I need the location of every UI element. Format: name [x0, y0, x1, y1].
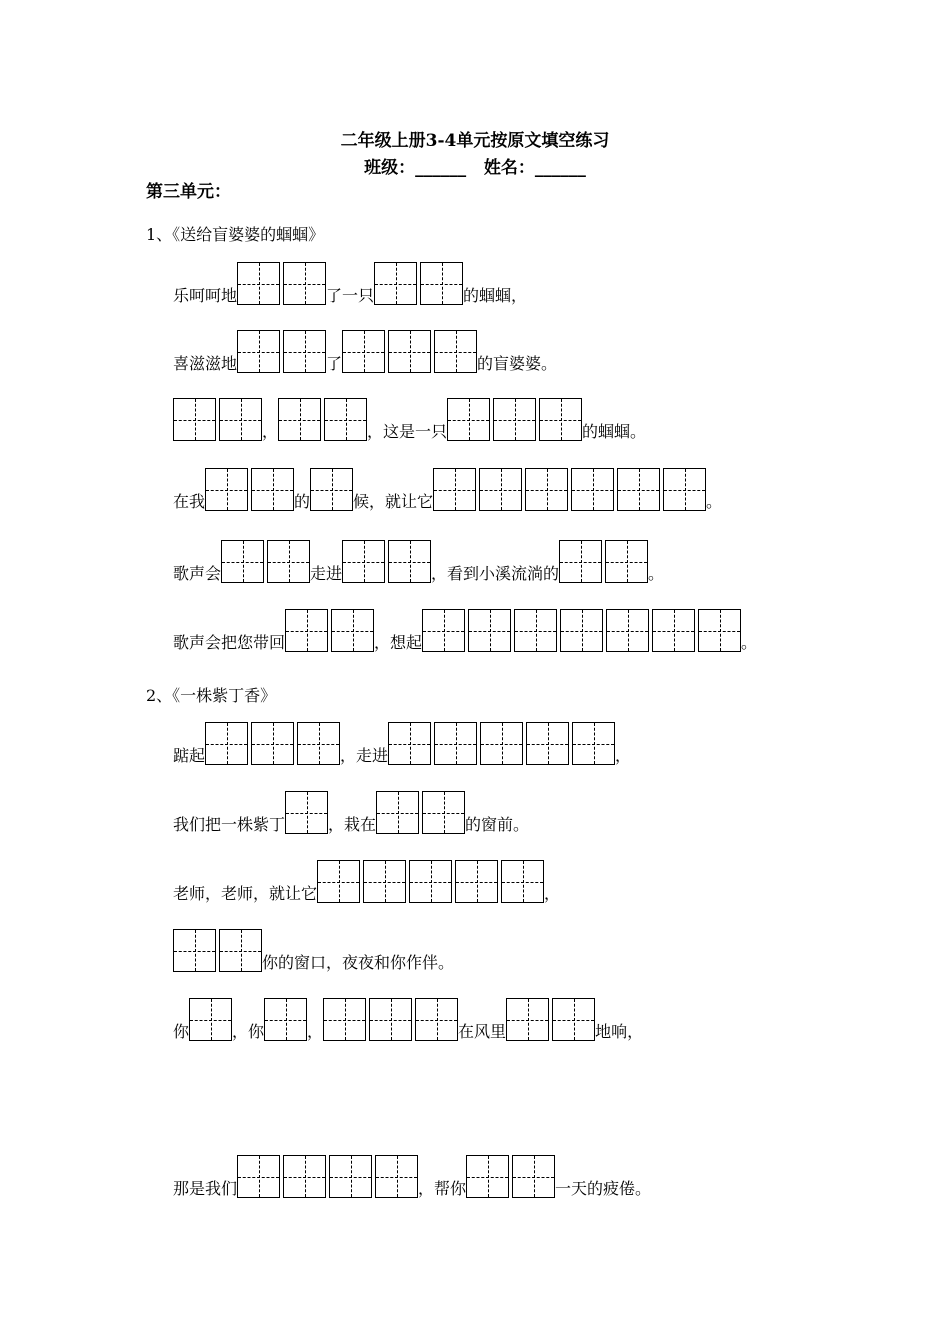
tianzige-box[interactable]	[606, 609, 649, 652]
writing-grid-group	[374, 262, 463, 305]
writing-grid-group	[466, 1155, 555, 1198]
tianzige-box[interactable]	[331, 609, 374, 652]
writing-grid-group	[342, 540, 431, 583]
fill-in-line	[173, 330, 557, 380]
tianzige-box[interactable]	[221, 540, 264, 583]
tianzige-box[interactable]	[237, 330, 280, 373]
tianzige-box[interactable]	[219, 929, 262, 972]
line-text: 老师，老师，就让它	[173, 884, 318, 903]
tianzige-box[interactable]	[285, 609, 328, 652]
writing-grid-group	[173, 398, 262, 441]
tianzige-box[interactable]	[329, 1155, 372, 1198]
tianzige-box[interactable]	[267, 540, 310, 583]
writing-grid-group	[310, 468, 353, 511]
tianzige-box[interactable]	[493, 398, 536, 441]
fill-in-line	[173, 791, 529, 841]
line-text: 了	[326, 354, 343, 373]
line-text: ，走进	[340, 746, 389, 765]
line-text: ，帮你	[418, 1179, 467, 1198]
fill-in-line	[173, 398, 646, 448]
writing-grid-group	[237, 262, 326, 305]
fill-in-line	[173, 540, 664, 590]
tianzige-box[interactable]	[560, 609, 603, 652]
tianzige-box[interactable]	[663, 468, 706, 511]
writing-grid-group	[278, 398, 367, 441]
line-text: 地响，	[595, 1022, 644, 1041]
writing-grid-group	[264, 998, 307, 1041]
tianzige-box[interactable]	[388, 540, 431, 583]
tianzige-box[interactable]	[388, 722, 431, 765]
line-text: 的蝈蝈，	[463, 286, 528, 305]
line-text: 。	[648, 564, 665, 583]
tianzige-box[interactable]	[539, 398, 582, 441]
writing-grid-group	[323, 998, 458, 1041]
writing-grid-group	[447, 398, 582, 441]
item-title: 2、《一株紫丁香》	[146, 686, 277, 705]
writing-grid-group	[342, 330, 477, 373]
line-text: 。	[706, 492, 723, 511]
writing-grid-group	[506, 998, 595, 1041]
tianzige-box[interactable]	[297, 722, 340, 765]
fill-in-line	[173, 722, 631, 772]
writing-grid-group	[376, 791, 465, 834]
tianzige-box[interactable]	[514, 609, 557, 652]
tianzige-box[interactable]	[189, 998, 232, 1041]
line-text: 你	[173, 1022, 190, 1041]
fill-in-line	[173, 998, 643, 1048]
tianzige-box[interactable]	[283, 262, 326, 305]
tianzige-box[interactable]	[374, 262, 417, 305]
tianzige-box[interactable]	[283, 1155, 326, 1198]
tianzige-box[interactable]	[283, 330, 326, 373]
writing-grid-group	[237, 1155, 418, 1198]
tianzige-box[interactable]	[512, 1155, 555, 1198]
line-text: 的窗前。	[465, 815, 530, 834]
tianzige-box[interactable]	[415, 998, 458, 1041]
writing-grid-group	[433, 468, 706, 511]
tianzige-box[interactable]	[571, 468, 614, 511]
tianzige-box[interactable]	[480, 722, 523, 765]
line-text: 那是我们	[173, 1179, 238, 1198]
writing-grid-group	[205, 468, 294, 511]
line-text: 在我	[173, 492, 206, 511]
tianzige-box[interactable]	[434, 722, 477, 765]
tianzige-box[interactable]	[219, 398, 262, 441]
name-label: 姓名：______	[483, 158, 586, 178]
unit-heading: 第三单元：	[146, 182, 231, 202]
writing-grid-group	[173, 929, 262, 972]
fill-in-line	[173, 1155, 651, 1205]
tianzige-box[interactable]	[342, 540, 385, 583]
tianzige-box[interactable]	[205, 468, 248, 511]
tianzige-box[interactable]	[526, 722, 569, 765]
tianzige-box[interactable]	[237, 1155, 280, 1198]
line-text: ，这是一只	[367, 422, 448, 441]
tianzige-box[interactable]	[525, 468, 568, 511]
fill-in-line	[173, 468, 722, 518]
writing-grid-group	[205, 722, 340, 765]
line-text: 的	[294, 492, 311, 511]
line-text: ，	[544, 884, 561, 903]
writing-grid-group	[285, 609, 374, 652]
tianzige-box[interactable]	[324, 398, 367, 441]
tianzige-box[interactable]	[376, 791, 419, 834]
line-text: 喜滋滋地	[173, 354, 238, 373]
tianzige-box[interactable]	[420, 262, 463, 305]
tianzige-box[interactable]	[479, 468, 522, 511]
tianzige-box[interactable]	[205, 722, 248, 765]
tianzige-box[interactable]	[506, 998, 549, 1041]
writing-grid-group	[317, 860, 544, 903]
line-text: 一天的疲倦。	[555, 1179, 652, 1198]
class-name-fields	[0, 153, 950, 178]
writing-grid-group	[388, 722, 615, 765]
tianzige-box[interactable]	[264, 998, 307, 1041]
item-title: 1、《送给盲婆婆的蝈蝈》	[146, 225, 325, 244]
tianzige-box[interactable]	[559, 540, 602, 583]
tianzige-box[interactable]	[342, 330, 385, 373]
line-text: 候，就让它	[353, 492, 434, 511]
tianzige-box[interactable]	[323, 998, 366, 1041]
tianzige-box[interactable]	[388, 330, 431, 373]
line-text: 。	[741, 633, 758, 652]
fill-in-line	[173, 609, 757, 659]
line-text: ，看到小溪流淌的	[431, 564, 560, 583]
tianzige-box[interactable]	[409, 860, 452, 903]
writing-grid-group	[189, 998, 232, 1041]
line-text: ，	[307, 1022, 324, 1041]
tianzige-box[interactable]	[285, 791, 328, 834]
tianzige-box[interactable]	[237, 262, 280, 305]
class-label: 班级：______	[364, 158, 467, 178]
tianzige-box[interactable]	[278, 398, 321, 441]
tianzige-box[interactable]	[433, 468, 476, 511]
tianzige-box[interactable]	[434, 330, 477, 373]
tianzige-box[interactable]	[173, 929, 216, 972]
tianzige-box[interactable]	[422, 609, 465, 652]
line-text: 歌声会	[173, 564, 222, 583]
tianzige-box[interactable]	[375, 1155, 418, 1198]
tianzige-box[interactable]	[173, 398, 216, 441]
line-text: 歌声会把您带回	[173, 633, 286, 652]
line-text: 的蝈蝈。	[582, 422, 647, 441]
line-text: 你的窗口，夜夜和你作伴。	[262, 953, 455, 972]
worksheet-title: 二年级上册3-4单元按原文填空练习	[340, 131, 610, 151]
line-text: ，你	[232, 1022, 265, 1041]
line-text: ，	[262, 422, 279, 441]
fill-in-line	[173, 262, 527, 312]
writing-grid-group	[285, 791, 328, 834]
tianzige-box[interactable]	[369, 998, 412, 1041]
writing-grid-group	[559, 540, 648, 583]
tianzige-box[interactable]	[310, 468, 353, 511]
tianzige-box[interactable]	[251, 468, 294, 511]
tianzige-box[interactable]	[617, 468, 660, 511]
line-text: 了一只	[326, 286, 375, 305]
writing-grid-group	[221, 540, 310, 583]
tianzige-box[interactable]	[455, 860, 498, 903]
line-text: 乐呵呵地	[173, 286, 238, 305]
tianzige-box[interactable]	[698, 609, 741, 652]
tianzige-box[interactable]	[605, 540, 648, 583]
fill-in-line	[173, 860, 560, 910]
tianzige-box[interactable]	[572, 722, 615, 765]
tianzige-box[interactable]	[652, 609, 695, 652]
tianzige-box[interactable]	[317, 860, 360, 903]
tianzige-box[interactable]	[552, 998, 595, 1041]
line-text: 的盲婆婆。	[477, 354, 558, 373]
line-text: ，栽在	[328, 815, 377, 834]
writing-grid-group	[237, 330, 326, 373]
line-text: ，	[615, 746, 632, 765]
tianzige-box[interactable]	[251, 722, 294, 765]
fill-in-line	[173, 929, 454, 979]
tianzige-box[interactable]	[363, 860, 406, 903]
line-text: 我们把一株紫丁	[173, 815, 286, 834]
tianzige-box[interactable]	[466, 1155, 509, 1198]
line-text: 在风里	[458, 1022, 507, 1041]
line-text: 走进	[310, 564, 343, 583]
tianzige-box[interactable]	[447, 398, 490, 441]
line-text: 踮起	[173, 746, 206, 765]
tianzige-box[interactable]	[468, 609, 511, 652]
line-text: ，想起	[374, 633, 423, 652]
writing-grid-group	[422, 609, 741, 652]
tianzige-box[interactable]	[501, 860, 544, 903]
tianzige-box[interactable]	[422, 791, 465, 834]
